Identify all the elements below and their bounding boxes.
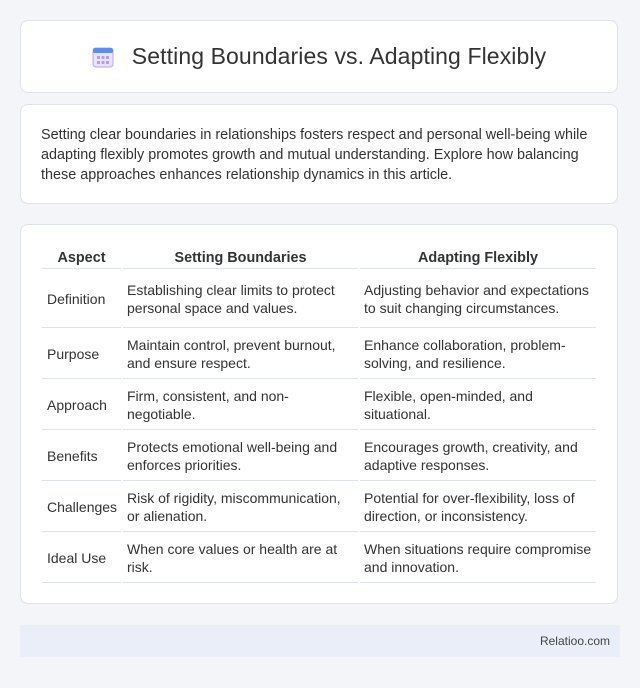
comparison-table: [40, 243, 598, 585]
intro-card: [20, 104, 618, 204]
boundaries-cell: Firm, consistent, and non-negotiable.: [123, 381, 358, 430]
boundaries-cell: Risk of rigidity, miscommunication, or alienation.: [123, 483, 358, 532]
table-row: [42, 271, 596, 328]
footer: [20, 625, 620, 657]
boundaries-cell: Maintain control, prevent burnout, and ensure respect.: [123, 330, 358, 379]
table-row: [42, 381, 596, 430]
flexibility-cell: Flexible, open-minded, and situational.: [360, 381, 596, 430]
aspect-cell: Approach: [42, 381, 121, 430]
table-header-row: [42, 245, 596, 269]
table-row: [42, 330, 596, 379]
boundaries-cell: Establishing clear limits to protect personal space and values.: [123, 271, 358, 328]
flexibility-cell: Adjusting behavior and expectations to suit changing circumstances.: [360, 271, 596, 328]
aspect-cell: Ideal Use: [42, 534, 121, 583]
boundaries-cell: When core values or health are at risk.: [123, 534, 358, 583]
footer-brand: Relatioo.com: [539, 634, 610, 648]
comparison-card: [20, 224, 618, 604]
flexibility-cell: Encourages growth, creativity, and adaptive responses.: [360, 432, 596, 481]
aspect-cell: Benefits: [42, 432, 121, 481]
header-aspect: Aspect: [42, 245, 121, 269]
intro-text: Setting clear boundaries in relationships fosters respect and personal well-being while adapting flexibly promotes growth and mutual understanding. Explore how balancing these approaches enhances relationship dynamics in this article.: [41, 127, 588, 183]
calendar-icon: [92, 46, 114, 68]
header-setting-boundaries: Setting Boundaries: [123, 245, 358, 269]
table-row: [42, 432, 596, 481]
aspect-cell: Definition: [42, 271, 121, 328]
flexibility-cell: When situations require compromise and innovation.: [360, 534, 596, 583]
table-row: [42, 534, 596, 583]
aspect-cell: Purpose: [42, 330, 121, 379]
title-row: [92, 43, 546, 70]
table-row: [42, 483, 596, 532]
flexibility-cell: Enhance collaboration, problem-solving, and resilience.: [360, 330, 596, 379]
title-card: [20, 20, 618, 93]
boundaries-cell: Protects emotional well-being and enforces priorities.: [123, 432, 358, 481]
aspect-cell: Challenges: [42, 483, 121, 532]
header-adapting-flexibly: Adapting Flexibly: [360, 245, 596, 269]
flexibility-cell: Potential for over-flexibility, loss of direction, or inconsistency.: [360, 483, 596, 532]
page-title: Setting Boundaries vs. Adapting Flexibly: [131, 43, 547, 69]
